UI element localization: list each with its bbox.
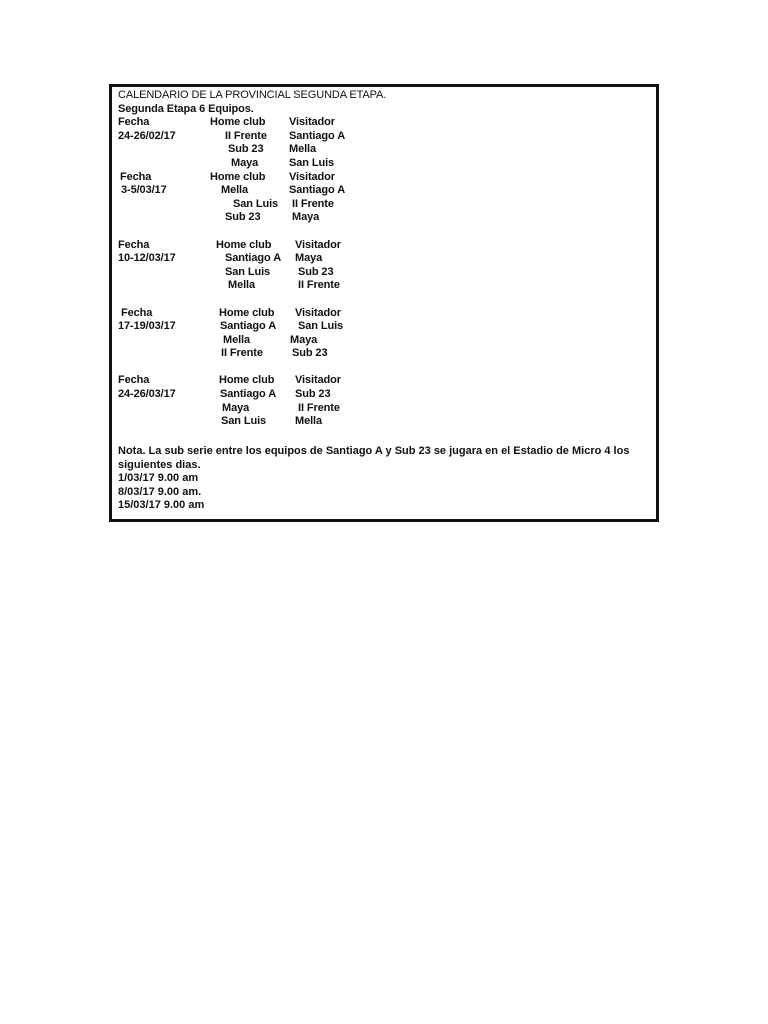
match-row (118, 279, 656, 293)
visitor-team: Sub 23 (292, 347, 328, 360)
home-club-label: Home club (219, 374, 275, 387)
round-date: 10-12/03/17 (118, 252, 176, 265)
fecha-label: Fecha (118, 238, 150, 251)
visitor-team: Maya (292, 211, 320, 224)
note-section (118, 445, 658, 513)
visitor-label: Visitador (289, 116, 335, 129)
match-row (118, 415, 656, 429)
fecha-label: Fecha (120, 170, 152, 183)
home-team: II Frente (225, 129, 267, 142)
home-team: Santiago A (220, 320, 277, 333)
match-row (118, 157, 656, 171)
round-header (118, 374, 656, 388)
round-header (118, 239, 656, 253)
home-team: Sub 23 (228, 143, 264, 156)
home-team: San Luis (233, 197, 279, 210)
note-date: 8/03/17 9.00 am. (118, 485, 202, 498)
fecha-label: Fecha (118, 374, 150, 387)
match-row (118, 402, 656, 416)
spacer (118, 361, 656, 375)
fecha-label: Fecha (118, 116, 150, 129)
note-date: 15/03/17 9.00 am (118, 499, 205, 512)
visitor-team: Mella (295, 415, 323, 428)
document-subtitle: Segunda Etapa 6 Equipos. (118, 102, 254, 115)
round-date: 17-19/03/17 (118, 320, 176, 333)
visitor-team: II Frente (292, 197, 334, 210)
visitor-label: Visitador (295, 238, 341, 251)
match-row (118, 184, 656, 198)
document-title: CALENDARIO DE LA PROVINCIAL SEGUNDA ETAPA. (118, 89, 387, 101)
home-club-label: Home club (219, 306, 275, 319)
round-header (118, 307, 656, 321)
home-club-label: Home club (210, 170, 266, 183)
spacer (118, 293, 656, 307)
home-team: Mella (223, 333, 251, 346)
home-club-label: Home club (210, 116, 266, 129)
visitor-label: Visitador (295, 306, 341, 319)
round-date: 24-26/03/17 (118, 388, 176, 401)
visitor-team: II Frente (298, 279, 340, 292)
note-date: 1/03/17 9.00 am (118, 472, 199, 485)
visitor-team: II Frente (298, 401, 340, 414)
home-club-label: Home club (216, 238, 272, 251)
note-text: Nota. La sub serie entre los equipos de Santiago A y Sub 23 se jugara en el Estadio de Micro 4 los siguientes dias. (118, 445, 630, 471)
home-team: Maya (231, 156, 259, 169)
visitor-team: San Luis (298, 320, 344, 333)
home-team: Maya (222, 401, 250, 414)
match-row (118, 347, 656, 361)
visitor-team: Santiago A (289, 184, 346, 197)
visitor-team: Maya (290, 333, 318, 346)
schedule-content (118, 89, 656, 429)
home-team: Santiago A (225, 252, 282, 265)
visitor-label: Visitador (295, 374, 341, 387)
round-header (118, 171, 656, 185)
home-team: Mella (221, 184, 249, 197)
match-row (118, 320, 656, 334)
round-header (118, 116, 656, 130)
visitor-label: Visitador (289, 170, 335, 183)
home-team: San Luis (221, 415, 267, 428)
match-row (118, 143, 656, 157)
match-row (118, 388, 656, 402)
home-team: Sub 23 (225, 211, 261, 224)
visitor-team: San Luis (289, 156, 335, 169)
visitor-team: Santiago A (289, 129, 346, 142)
spacer (118, 225, 656, 239)
match-row (118, 130, 656, 144)
home-team: San Luis (225, 265, 271, 278)
schedule-document (109, 84, 659, 522)
match-row (118, 211, 656, 225)
match-row (118, 252, 656, 266)
visitor-team: Mella (289, 143, 317, 156)
round-date: 24-26/02/17 (118, 129, 176, 142)
visitor-team: Sub 23 (295, 388, 331, 401)
match-row (118, 198, 656, 212)
home-team: II Frente (221, 347, 263, 360)
match-row (118, 334, 656, 348)
home-team: Santiago A (220, 388, 277, 401)
visitor-team: Sub 23 (298, 265, 334, 278)
visitor-team: Maya (295, 252, 323, 265)
round-date: 3-5/03/17 (121, 184, 167, 197)
fecha-label: Fecha (121, 306, 153, 319)
home-team: Mella (228, 279, 256, 292)
match-row (118, 266, 656, 280)
